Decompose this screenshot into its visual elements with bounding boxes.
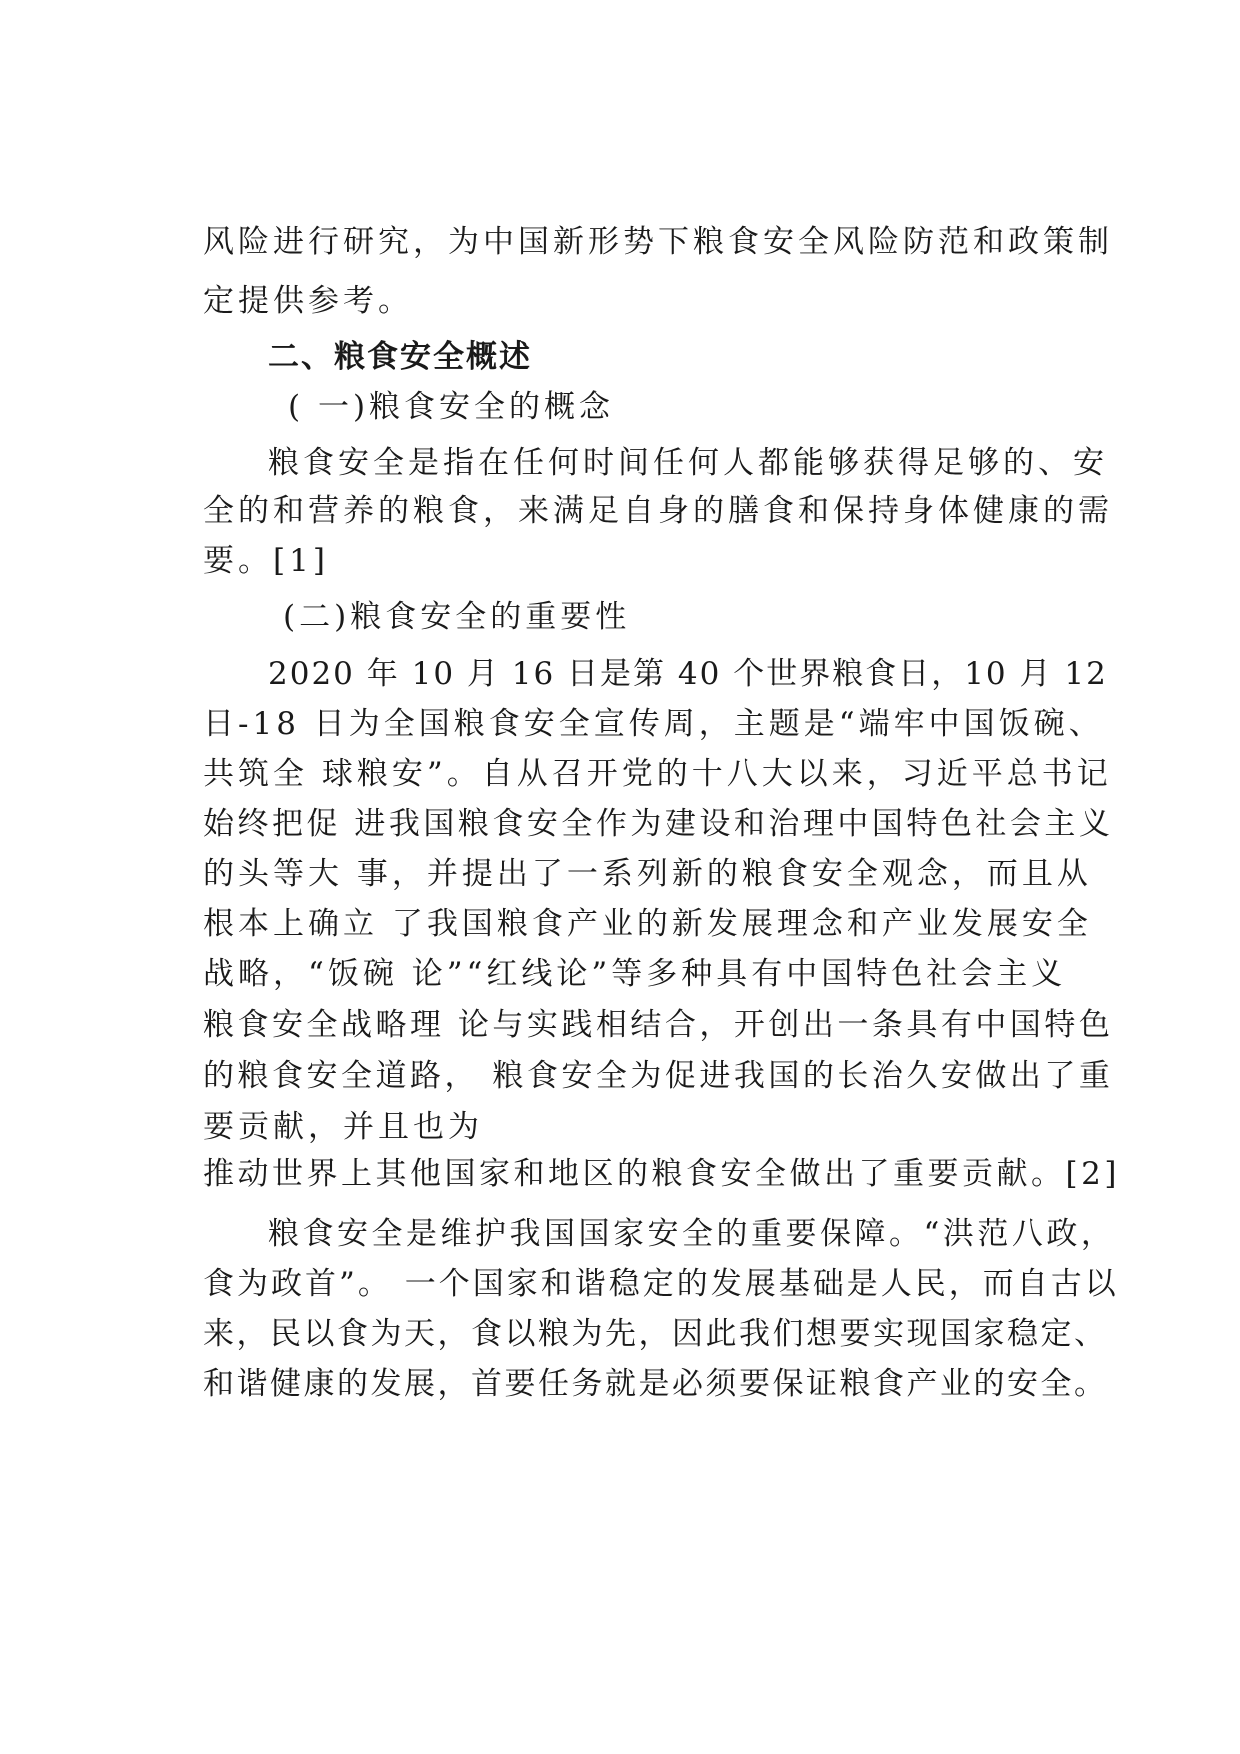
paragraph-line: 食为政首”。 一个国家和谐稳定的发展基础是人民，而自古以 (203, 1266, 1119, 1302)
paragraph-line: 要。[1] (203, 543, 329, 579)
paragraph-line: 全的和营养的粮食，来满足自身的膳食和保持身体健康的需 (203, 493, 1113, 529)
paragraph-line: 粮食安全是维护我国国家安全的重要保障。“洪范八政， (268, 1216, 1116, 1252)
subsection-heading: ( 一)粮食安全的概念 (288, 389, 615, 425)
paragraph-line: 来，民以食为天，食以粮为先，因此我们想要实现国家稳定、 (203, 1316, 1108, 1352)
paragraph-line: 和谐健康的发展，首要任务就是必须要保证粮食产业的安全。 (203, 1366, 1108, 1402)
paragraph-line: 2020 年 10 月 16 日是第 40 个世界粮食日，10 月 12 (268, 656, 1108, 692)
paragraph-line: 推动世界上其他国家和地区的粮食安全做出了重要贡献。[2] (203, 1156, 1120, 1192)
section-heading: 二、粮食安全概述 (268, 339, 532, 375)
paragraph-line: 的头等大 事，并提出了一系列新的粮食安全观念，而且从 (203, 856, 1092, 892)
paragraph-line: 日-18 日为全国粮食安全宣传周，主题是“端牢中国饭碗、 (203, 706, 1104, 742)
subsection-heading: (二)粮食安全的重要性 (283, 599, 631, 635)
paragraph-line: 的粮食安全道路， 粮食安全为促进我国的长治久安做出了重 (203, 1058, 1114, 1094)
paragraph-line: 共筑全 球粮安”。自从召开党的十八大以来，习近平总书记 (203, 756, 1112, 792)
paragraph-line: 始终把促 进我国粮食安全作为建设和治理中国特色社会主义 (203, 806, 1114, 842)
paragraph-line: 战略，“饭碗 论”“红线论”等多种具有中国特色社会主义 (203, 956, 1067, 992)
paragraph-line: 定提供参考。 (203, 283, 413, 319)
paragraph-line: 根本上确立 了我国粮食产业的新发展理念和产业发展安全 (203, 906, 1092, 942)
paragraph-line: 要贡献，并且也为 (203, 1109, 483, 1145)
paragraph-line: 粮食安全战略理 论与实践相结合，开创出一条具有中国特色 (203, 1007, 1114, 1043)
paragraph-line: 粮食安全是指在任何时间任何人都能够获得足够的、安 (268, 445, 1108, 481)
paragraph-line: 风险进行研究，为中国新形势下粮食安全风险防范和政策制 (203, 224, 1113, 260)
